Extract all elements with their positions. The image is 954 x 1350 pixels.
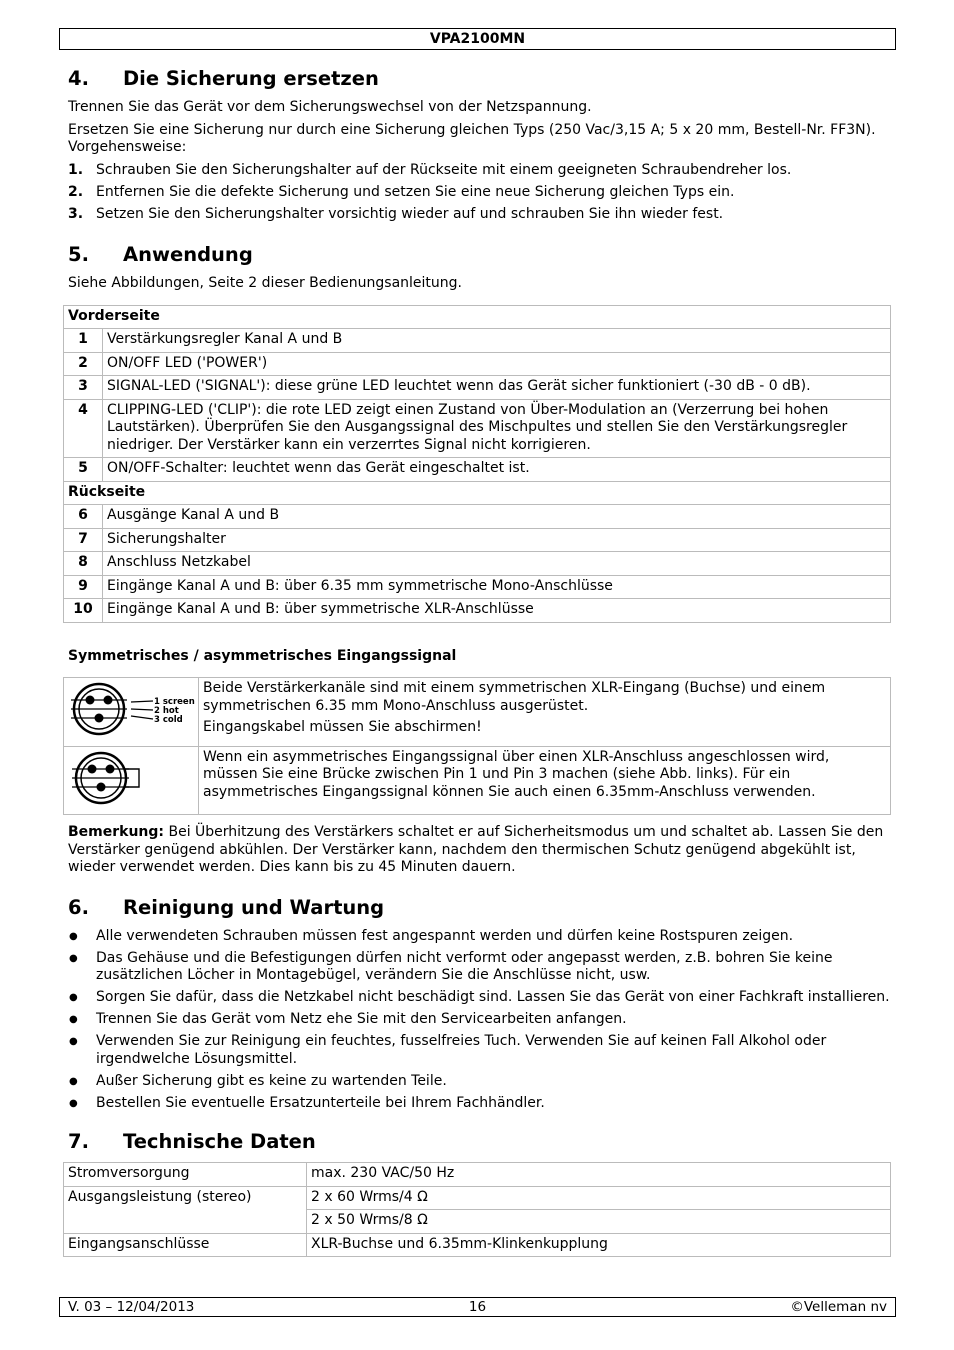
xlr-bridge-icon xyxy=(67,749,195,807)
bullet-icon: ● xyxy=(69,930,78,942)
spec-value: 2 x 60 Wrms/4 Ω xyxy=(307,1186,891,1210)
spec-key: Stromversorgung xyxy=(64,1163,307,1187)
table-row xyxy=(64,458,891,482)
item-text: Eingänge Kanal A und B: über 6.35 mm symmetrische Mono-Anschlüsse xyxy=(103,575,891,599)
table-row xyxy=(64,575,891,599)
table-row xyxy=(64,1186,891,1210)
bullet-icon: ● xyxy=(69,952,78,964)
list-item xyxy=(68,989,894,1007)
spec-key: Eingangsanschlüsse xyxy=(64,1233,307,1257)
section-title: Reinigung und Wartung xyxy=(123,895,385,919)
table-group-row xyxy=(64,305,891,329)
list-item-text: Das Gehäuse und die Befestigungen dürfen nicht verformt oder angepasst werden, z.B. bohren Sie keine zusätzlichen Löcher in Montagebügel, verändern Sie die Anschlüsse nicht, usw. xyxy=(96,949,833,983)
section-number: 5. xyxy=(68,243,89,266)
section-number: 6. xyxy=(68,895,89,919)
step-item xyxy=(68,162,894,180)
item-number: 3 xyxy=(64,376,103,400)
list-item-text: Verwenden Sie zur Reinigung ein feuchtes, fusselfreies Tuch. Verwenden Sie auf keinen Fall Alkohol oder irgendwelche Lösungsmittel. xyxy=(96,1033,827,1067)
page-content xyxy=(68,66,894,1257)
version-text: V. 03 – 12/04/2013 xyxy=(68,1299,195,1315)
section-title: Technische Daten xyxy=(123,1130,316,1153)
list-item-text: Sorgen Sie dafür, dass die Netzkabel nicht beschädigt sind. Lassen Sie das Gerät von einer Fachkraft installieren. xyxy=(96,989,890,1005)
spec-value: XLR-Buchse und 6.35mm-Klinkenkupplung xyxy=(307,1233,891,1257)
spec-key: Ausgangsleistung (stereo) xyxy=(64,1186,307,1233)
xlr-unbalanced-diagram xyxy=(64,746,199,815)
section-number: 4. xyxy=(68,67,89,90)
table-group-row xyxy=(64,481,891,505)
table-row xyxy=(64,376,891,400)
list-item xyxy=(68,928,894,946)
bullet-icon: ● xyxy=(69,1036,78,1047)
xlr-balanced-diagram xyxy=(64,678,199,747)
section-number: 7. xyxy=(68,1130,89,1153)
model-name: VPA2100MN xyxy=(429,31,526,47)
maintenance-list xyxy=(68,928,894,1113)
bullet-icon: ● xyxy=(69,992,78,1003)
bullet-icon: ● xyxy=(69,1014,78,1025)
step-text: Entfernen Sie die defekte Sicherung und setzen Sie eine neue Sicherung gleichen Typs ein. xyxy=(96,183,735,200)
table-row xyxy=(64,552,891,576)
step-item xyxy=(68,206,894,224)
item-number: 9 xyxy=(64,575,103,599)
paragraph: Beide Verstärkerkanäle sind mit einem symmetrischen XLR-Eingang (Buchse) und einem symmetrischen 6.35 mm Mono-Anschluss ausgerüstet. xyxy=(203,680,826,714)
step-text: Setzen Sie den Sicherungshalter vorsichtig wieder auf und schrauben Sie ihn wieder fest. xyxy=(96,205,724,222)
table-row xyxy=(64,1163,891,1187)
table-row xyxy=(64,399,891,458)
table-row xyxy=(64,528,891,552)
specs-table xyxy=(63,1162,891,1257)
xlr-connector-icon xyxy=(67,680,195,738)
list-item-text: Alle verwendeten Schrauben müssen fest angespannt werden und dürfen keine Rostspuren zeigen. xyxy=(96,927,794,944)
item-text: SIGNAL-LED ('SIGNAL'): diese grüne LED leuchtet wenn das Gerät sicher funktioniert (-30 dB - 0 dB). xyxy=(103,376,891,400)
step-text: Schrauben Sie den Sicherungshalter auf der Rückseite mit einem geeigneten Schraubendreher los. xyxy=(96,161,792,178)
section-title: Anwendung xyxy=(123,243,253,266)
paragraph: Siehe Abbildungen, Seite 2 dieser Bedienungsanleitung. xyxy=(68,275,462,291)
bullet-icon: ● xyxy=(69,1075,78,1087)
step-item xyxy=(68,184,894,202)
note-paragraph xyxy=(68,824,894,877)
item-number: 7 xyxy=(64,528,103,552)
sub-heading: Symmetrisches / asymmetrisches Eingangssignal xyxy=(68,647,457,664)
list-item xyxy=(68,950,894,985)
pin-label: 3 cold xyxy=(154,715,183,725)
pin-label: 2 hot xyxy=(154,706,179,716)
page-header xyxy=(59,28,896,50)
section-title: Die Sicherung ersetzen xyxy=(123,67,379,90)
bullet-icon: ● xyxy=(69,1097,78,1109)
paragraph: Ersetzen Sie eine Sicherung nur durch eine Sicherung gleichen Typs (250 Vac/3,15 A; 5 x 20 mm, Bestell-Nr. FF3N). Vorgehensweise: xyxy=(68,121,876,155)
note-label: Bemerkung: xyxy=(68,824,165,840)
group-heading: Rückseite xyxy=(64,481,891,505)
pin-label: 1 screen xyxy=(154,697,195,707)
table-row xyxy=(64,352,891,376)
list-item xyxy=(68,1033,894,1068)
step-number: 1. xyxy=(68,161,84,178)
table-row xyxy=(64,1233,891,1257)
table-row xyxy=(64,505,891,529)
section-7-heading xyxy=(68,1129,894,1155)
item-text: Anschluss Netzkabel xyxy=(103,552,891,576)
step-number: 2. xyxy=(68,183,84,200)
list-item xyxy=(68,1095,894,1113)
item-number: 5 xyxy=(64,458,103,482)
list-item-text: Außer Sicherung gibt es keine zu wartenden Teile. xyxy=(96,1072,447,1089)
spec-value: 2 x 50 Wrms/8 Ω xyxy=(307,1210,891,1234)
paragraph: Eingangskabel müssen Sie abschirmen! xyxy=(203,719,482,735)
section-4-heading xyxy=(68,66,894,92)
list-item xyxy=(68,1073,894,1091)
signal-description: Wenn ein asymmetrisches Eingangssignal über einen XLR-Anschluss angeschlossen wird, müssen Sie eine Brücke zwischen Pin 1 und Pin 3 machen (siehe Abb. links). Für ein asymmetrisches Eingangssignal können Sie auch einen 6.35mm-Anschluss verwenden. xyxy=(199,746,891,815)
item-text: CLIPPING-LED ('CLIP'): die rote LED zeigt einen Zustand von Über-Modulation an (Verzerrung bei hohen Lautstärken). Überprüfen Sie den Ausgangssignal des Mischpultes und stellen Sie den Verstärkungsregler niedriger. Der Verstärker kann ein verzerrtes Signal nicht korrigieren. xyxy=(103,399,891,458)
item-number: 10 xyxy=(64,599,103,623)
note-text: Bei Überhitzung des Verstärkers schaltet er auf Sicherheitsmodus um und schaltet ab. Lassen Sie den Verstärker genügend abkühlen. Der Verstärker kann, nachdem den thermischen Schutz genügend abgekühlt ist, wieder verwendet werden. Dies kann bis zu 45 Minuten dauern. xyxy=(68,824,884,875)
table-row xyxy=(64,329,891,353)
item-number: 4 xyxy=(64,399,103,458)
list-item xyxy=(68,1011,894,1029)
item-number: 6 xyxy=(64,505,103,529)
group-heading: Vorderseite xyxy=(64,305,891,329)
item-text: Sicherungshalter xyxy=(103,528,891,552)
signal-description xyxy=(199,678,891,747)
item-number: 8 xyxy=(64,552,103,576)
section-5-heading xyxy=(68,242,894,268)
list-item-text: Trennen Sie das Gerät vom Netz ehe Sie mit den Servicearbeiten anfangen. xyxy=(96,1011,627,1027)
section-6-heading xyxy=(68,895,894,921)
table-row xyxy=(64,746,891,815)
paragraph: Trennen Sie das Gerät vor dem Sicherungswechsel von der Netzspannung. xyxy=(68,99,592,115)
page-footer xyxy=(59,1297,896,1317)
table-row xyxy=(64,599,891,623)
page-number: 16 xyxy=(468,1299,487,1315)
spec-value: max. 230 VAC/50 Hz xyxy=(307,1163,891,1187)
controls-table xyxy=(63,305,891,623)
item-number: 2 xyxy=(64,352,103,376)
signal-table xyxy=(63,677,891,815)
table-row xyxy=(64,678,891,747)
item-text: Verstärkungsregler Kanal A und B xyxy=(103,329,891,353)
item-text: Eingänge Kanal A und B: über symmetrische XLR-Anschlüsse xyxy=(103,599,891,623)
item-number: 1 xyxy=(64,329,103,353)
list-item-text: Bestellen Sie eventuelle Ersatzunterteile bei Ihrem Fachhändler. xyxy=(96,1094,545,1111)
steps-list xyxy=(68,162,894,224)
item-text: ON/OFF-Schalter: leuchtet wenn das Gerät eingeschaltet ist. xyxy=(103,458,891,482)
copyright-text: ©Velleman nv xyxy=(790,1299,887,1315)
step-number: 3. xyxy=(68,205,84,222)
item-text: Ausgänge Kanal A und B xyxy=(103,505,891,529)
item-text: ON/OFF LED ('POWER') xyxy=(103,352,891,376)
